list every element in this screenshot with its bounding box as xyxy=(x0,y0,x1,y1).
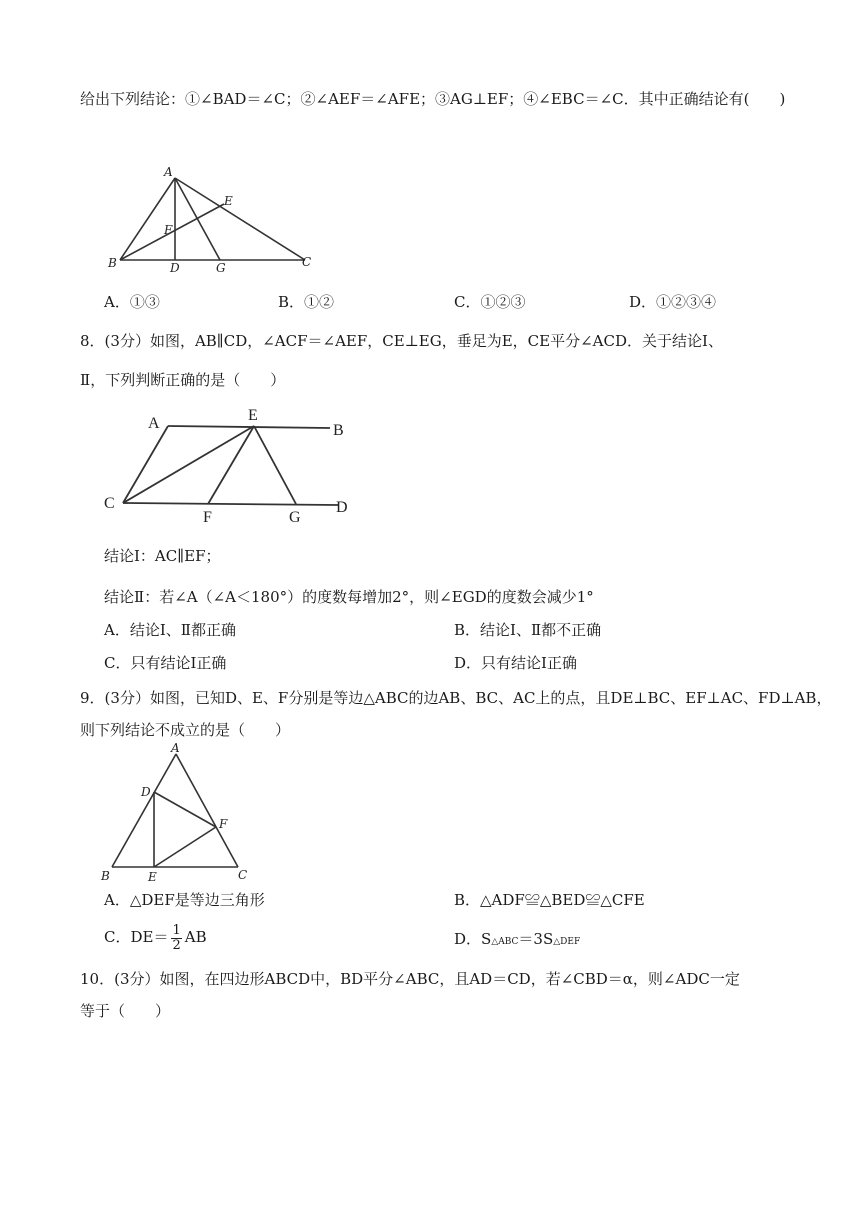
q8-label-g: G xyxy=(289,509,301,526)
q9-stem-line2: 则下列结论不成立的是（ ） xyxy=(80,721,291,739)
q10-stem-line1: 10．(3分）如图，在四边形ABCD中，BD平分∠ABC，且AD＝CD，若∠CBD＝α，则∠ADC一定 xyxy=(80,970,740,988)
q9-figure xyxy=(98,740,268,885)
q8-label-b: B xyxy=(333,422,344,439)
q9-option-d-subscript-def: △DEF xyxy=(553,937,581,947)
q9-label-a: A xyxy=(171,741,180,755)
q7-stem: 给出下列结论：①∠BAD＝∠C；②∠AEF＝∠AFE；③AG⊥EF；④∠EBC＝∠C．其中正确结论有( ) xyxy=(80,90,786,108)
q7-figure xyxy=(100,160,330,280)
q9-label-e: E xyxy=(148,870,157,884)
q7-label-e: E xyxy=(224,194,233,208)
q9-option-a[interactable]: A．△DEF是等边三角形 xyxy=(104,891,265,909)
q9-option-d[interactable] xyxy=(454,929,580,952)
q8-stem-line2: Ⅱ，下列判断正确的是（ ） xyxy=(80,371,286,389)
q9-label-c: C xyxy=(238,868,248,882)
q9-label-f: F xyxy=(219,817,228,831)
q7-option-a[interactable]: A．①③ xyxy=(104,293,160,311)
q7-label-c: C xyxy=(302,255,312,269)
q7-option-c[interactable]: C．①②③ xyxy=(454,293,526,311)
q8-stem-line1: 8．(3分）如图，AB∥CD，∠ACF＝∠AEF，CE⊥EG，垂足为E，CE平分∠ACD．关于结论Ⅰ、 xyxy=(80,332,723,350)
q7-option-d[interactable]: D．①②③④ xyxy=(629,293,717,311)
q9-option-c-suffix: AB xyxy=(184,928,207,946)
q9-option-b[interactable]: B．△ADF≌△BED≌△CFE xyxy=(454,891,645,909)
q7-option-b[interactable]: B．①② xyxy=(278,293,335,311)
q8-option-c[interactable]: C．只有结论Ⅰ正确 xyxy=(104,654,227,672)
q8-label-e: E xyxy=(248,408,258,424)
q9-option-c-numerator: 1 xyxy=(172,922,181,938)
q8-label-d: D xyxy=(336,499,348,516)
q8-option-b[interactable]: B．结论Ⅰ、Ⅱ都不正确 xyxy=(454,621,602,639)
q8-label-f: F xyxy=(203,509,212,526)
q8-option-d[interactable]: D．只有结论Ⅰ正确 xyxy=(454,654,577,672)
q8-figure xyxy=(98,408,368,528)
q9-label-d: D xyxy=(141,785,151,799)
q8-label-c: C xyxy=(104,495,115,512)
q8-conclusion-1: 结论Ⅰ：AC∥EF； xyxy=(104,547,221,565)
q10-stem-line2: 等于（ ） xyxy=(80,1002,171,1020)
q8-option-a[interactable]: A．结论Ⅰ、Ⅱ都正确 xyxy=(104,621,236,639)
q7-label-d: D xyxy=(170,261,180,275)
q7-label-b: B xyxy=(108,256,117,270)
q9-option-d-mid: ＝3S xyxy=(518,930,554,948)
q9-option-c-prefix: C．DE＝ xyxy=(104,928,169,946)
q7-label-a: A xyxy=(164,165,173,179)
q9-label-b: B xyxy=(101,869,110,883)
q9-option-c-fraction xyxy=(171,924,181,953)
q9-option-d-subscript-abc: △ABC xyxy=(491,937,519,947)
q8-label-a: A xyxy=(148,415,160,432)
q7-label-f: F xyxy=(164,223,173,237)
q7-label-g: G xyxy=(216,261,226,275)
q9-option-c-denominator: 2 xyxy=(172,937,181,953)
q9-option-d-prefix: D．S xyxy=(454,930,492,948)
q8-conclusion-2: 结论Ⅱ：若∠A（∠A＜180°）的度数每增加2°，则∠EGD的度数会减少1° xyxy=(104,588,594,606)
q9-stem-line1: 9．(3分）如图，已知D、E、F分别是等边△ABC的边AB、BC、AC上的点，且DE⊥BC、EF⊥AC、FD⊥AB， xyxy=(80,689,832,707)
q9-option-c[interactable] xyxy=(104,920,207,954)
